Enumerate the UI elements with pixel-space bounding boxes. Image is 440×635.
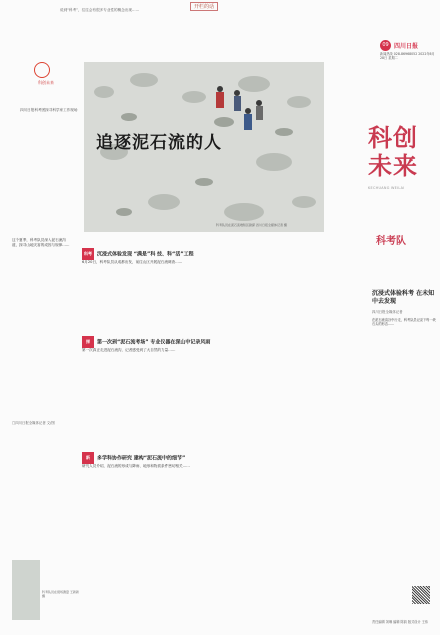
section-title — [82, 248, 358, 260]
column-title: 科创未来 — [368, 123, 418, 180]
section-title — [82, 452, 358, 464]
section-tag: 新 — [82, 452, 94, 464]
left-article-credit: □四川日报全媒体记者 文/图 — [12, 421, 55, 425]
article-section-1 — [82, 248, 358, 265]
logo-caption: 科创未来 — [38, 80, 54, 85]
main-headline: 追逐泥石流的人 — [96, 133, 222, 153]
column-en-title: KECHUANG WEILAI — [368, 186, 405, 190]
section-title — [82, 336, 358, 348]
article-section-2 — [82, 336, 358, 353]
qr-code-icon — [412, 586, 430, 604]
section-tag: 科考 — [82, 248, 94, 260]
editors-credit: 责任编辑 刘琳 编辑 陈韵 版式设计 王伟 — [372, 620, 429, 624]
right-column — [362, 0, 440, 635]
section-heading: 沉浸式体验发现 “满是”科 技、科“活”工程 — [97, 251, 194, 258]
section-heading: 第一次到“泥石流考场” 专业仪器在深山中记录风雨 — [97, 339, 211, 346]
left-article-body: 这个夏季，科考队员深入泥石流沟道，探寻山地灾害的成因与规律…… — [12, 238, 70, 248]
team-badge: 科考队 — [376, 236, 406, 247]
paper-name: 四川日报 — [394, 43, 419, 50]
section-label: 开栏的话 — [190, 2, 218, 11]
left-logo-block — [12, 62, 80, 86]
side-story-headline: 沉浸式体验科考 在未知中去发现 — [372, 290, 435, 305]
section-tag: 探 — [82, 336, 94, 348]
section-body: 6月20日，科考队员从成都出发，前往山区开展泥石流调查…… — [82, 260, 183, 264]
section-heading: 多学科协作研究 建构“泥石流中的细节” — [97, 455, 186, 462]
bottom-photo — [12, 560, 40, 620]
article-section-3 — [82, 452, 358, 469]
section-body: 研究人员介绍，泥石流的形成与降雨、地形和物质条件密切相关…… — [82, 464, 190, 468]
paper-info: 新闻热线 028-86968052 2022年6月28日 星期二 — [380, 52, 435, 61]
side-story-author: 四川日报全媒体记者 — [372, 310, 403, 314]
column-logo-icon — [34, 62, 50, 78]
side-story-body: 在泥石流沟谷中行走，科考队员记录下每一块石头的形态…… — [372, 318, 436, 327]
bottom-photo-caption: 科考队员在现场测量 王新新 摄 — [42, 590, 79, 598]
left-note: 四川日报科考团探寻科学家工作现场 — [20, 108, 78, 112]
section-body: 第一次真正走进泥石流沟，记者感受到了大自然的力量…… — [82, 348, 176, 352]
photo-caption: 科考队员在泥石流堆积区勘探 四川日报全媒体记者 摄 — [216, 223, 287, 227]
page-number: 09 — [380, 40, 391, 51]
intro-text: 说到“科考”，往往会有很多专业性的概念出现…… — [60, 8, 140, 12]
